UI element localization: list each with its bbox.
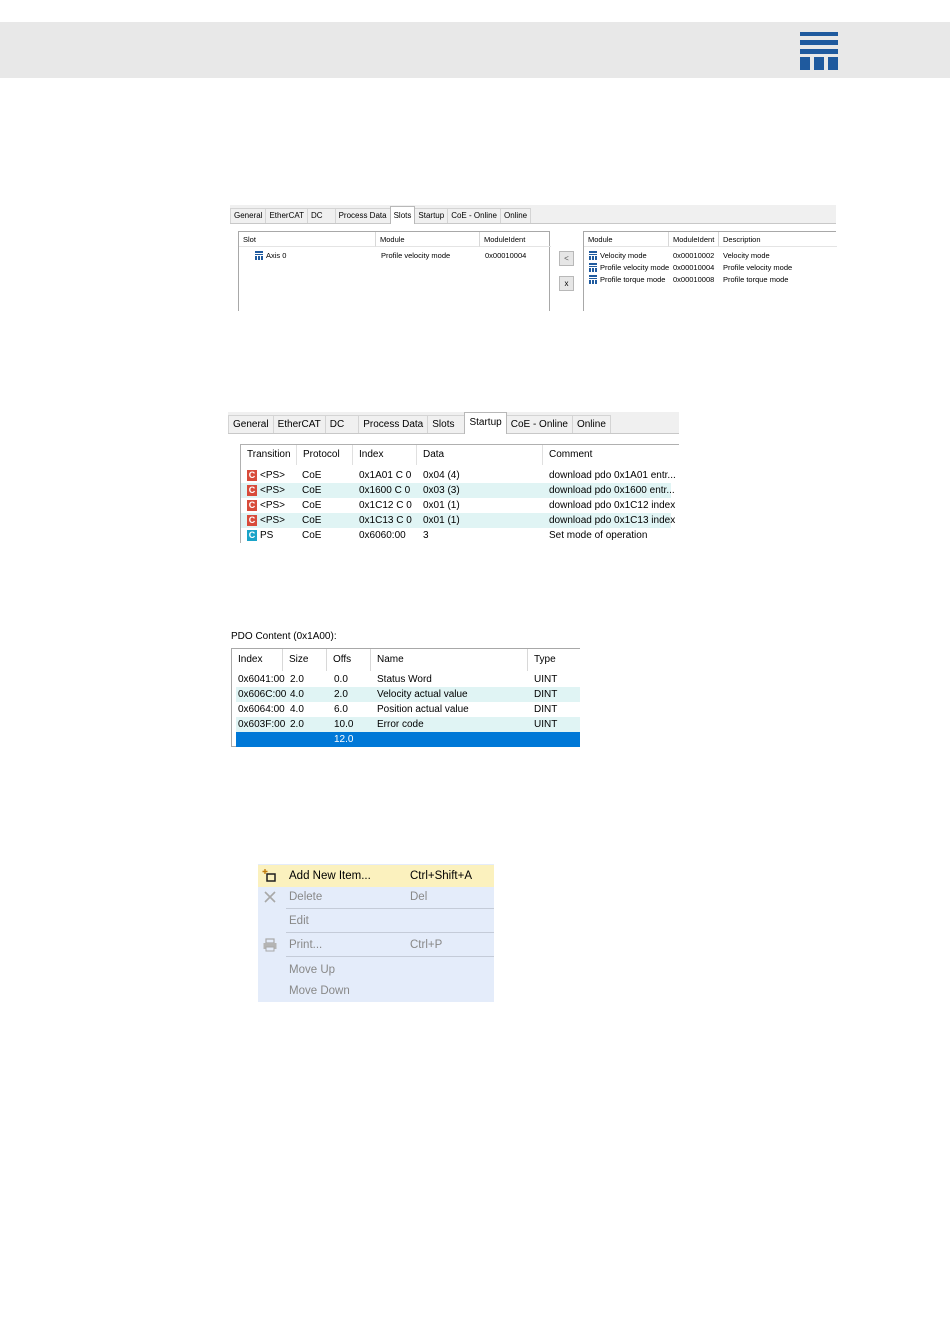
index-cell: 0x606C:00	[238, 689, 287, 700]
size-cell: 2.0	[290, 674, 304, 685]
index-cell: 0x6041:00	[238, 674, 285, 685]
coe-command-icon: C	[248, 530, 256, 540]
name-cell: Status Word	[377, 674, 432, 685]
data-column-header[interactable]: Data	[417, 445, 543, 465]
protocol-cell: CoE	[302, 500, 322, 511]
offs-column-header[interactable]: Offs	[327, 649, 371, 671]
index-cell: 0x6060:00	[359, 530, 406, 541]
tab-process-data[interactable]: Process Data	[358, 415, 428, 433]
startup-table	[240, 444, 679, 543]
comment-cell: download pdo 0x1C12 index	[549, 500, 676, 511]
protocol-cell: CoE	[302, 485, 322, 496]
table-row[interactable]	[241, 528, 671, 543]
protocol-cell: CoE	[302, 530, 322, 541]
module-description-value: Profile velocity mode	[723, 263, 793, 272]
profile-torque-mode-icon	[589, 275, 597, 284]
slots-screenshot	[230, 205, 836, 311]
menu-item-add-new-item[interactable]	[258, 865, 494, 887]
menu-item-label: Add New Item...	[289, 870, 371, 882]
tab-online[interactable]: Online	[572, 415, 611, 433]
delete-icon	[262, 889, 278, 905]
startup-screenshot	[228, 412, 679, 543]
size-cell: 4.0	[290, 689, 304, 700]
moduleident-column-header[interactable]: ModuleIdent	[480, 232, 551, 247]
module-column-header[interactable]: Module	[376, 232, 480, 247]
menu-item-shortcut: Ctrl+Shift+A	[410, 870, 472, 882]
description-column-header[interactable]: Description	[719, 232, 837, 247]
menu-separator	[286, 908, 494, 909]
slots-tab-content	[230, 224, 836, 311]
slot-ident-value: 0x00010004	[485, 251, 527, 260]
transition-cell: <PS>	[260, 470, 286, 481]
add-item-icon	[262, 868, 278, 884]
tab-ethercat[interactable]: EtherCAT	[273, 415, 326, 433]
index-cell: 0x1C13 C 0	[359, 515, 412, 526]
menu-item-label: Move Up	[289, 964, 336, 976]
name-cell: Error code	[377, 719, 424, 730]
offs-cell: 2.0	[334, 689, 348, 700]
context-menu	[258, 864, 494, 1002]
menu-item-move-up[interactable]	[258, 959, 494, 981]
pdo-content-screenshot	[230, 630, 580, 748]
type-cell: DINT	[534, 689, 558, 700]
tab-dc[interactable]: DC	[325, 415, 359, 433]
transition-cell: <PS>	[260, 500, 286, 511]
comment-column-header[interactable]: Comment	[549, 449, 593, 460]
index-cell: 0x603F:00	[238, 719, 286, 730]
coe-command-icon: C	[248, 470, 256, 480]
module-ident-value: 0x00010004	[673, 263, 715, 272]
transition-cell: <PS>	[260, 515, 286, 526]
menu-item-shortcut: Ctrl+P	[410, 939, 443, 951]
menu-item-label: Move Down	[289, 985, 350, 997]
coe-command-icon: C	[248, 500, 256, 510]
remove-module-button[interactable]: x	[559, 276, 574, 291]
tab-process-data[interactable]: Process Data	[335, 208, 391, 223]
table-row[interactable]	[236, 672, 580, 687]
startup-tab-content	[228, 434, 679, 543]
comment-cell: download pdo 0x1A01 entr...	[549, 470, 676, 481]
coe-command-icon: C	[248, 515, 256, 525]
index-cell: 0x1600 C 0	[359, 485, 411, 496]
tab-coe-online[interactable]: CoE - Online	[506, 415, 573, 433]
type-column-header[interactable]: Type	[534, 654, 556, 665]
size-cell: 4.0	[290, 704, 304, 715]
selected-table-row[interactable]	[236, 732, 580, 747]
data-cell: 0x04 (4)	[423, 470, 460, 481]
menu-item-edit[interactable]	[258, 910, 494, 932]
type-cell: DINT	[534, 704, 558, 715]
table-row[interactable]	[241, 468, 676, 483]
axis-module-icon	[255, 251, 263, 260]
menu-separator	[286, 956, 494, 957]
tab-slots[interactable]: Slots	[390, 206, 416, 224]
name-column-header[interactable]: Name	[371, 649, 528, 671]
startup-tab-strip	[228, 412, 679, 434]
comment-cell: download pdo 0x1C13 index	[549, 515, 676, 526]
menu-separator	[286, 932, 494, 933]
tab-general[interactable]: General	[230, 208, 266, 223]
index-column-header[interactable]: Index	[353, 445, 417, 465]
pdo-content-title: PDO Content (0x1A00):	[231, 631, 337, 642]
type-cell: UINT	[534, 719, 558, 730]
insert-module-button[interactable]: <	[559, 251, 574, 266]
offs-cell: 6.0	[334, 704, 348, 715]
tab-general[interactable]: General	[228, 415, 274, 433]
tab-startup[interactable]: Startup	[464, 412, 506, 434]
company-logo	[800, 32, 838, 70]
print-icon	[262, 937, 278, 953]
module-row-profile-torque-mode[interactable]: Profile torque mode	[600, 275, 666, 284]
index-cell: 0x6064:00	[238, 704, 285, 715]
menu-item-label: Print...	[289, 939, 323, 951]
protocol-cell: CoE	[302, 515, 322, 526]
tab-ethercat[interactable]: EtherCAT	[265, 208, 308, 223]
index-cell: 0x1A01 C 0	[359, 470, 412, 481]
moduleident-column-header[interactable]: ModuleIdent	[669, 232, 719, 247]
menu-item-delete[interactable]	[258, 886, 494, 908]
transition-column-header[interactable]: Transition	[241, 445, 297, 465]
table-row[interactable]	[241, 483, 675, 498]
menu-item-move-down[interactable]	[258, 980, 494, 1002]
size-column-header[interactable]: Size	[283, 649, 327, 671]
offs-cell: 10.0	[334, 719, 354, 730]
module-description-value: Velocity mode	[723, 251, 770, 260]
transition-cell: <PS>	[260, 485, 286, 496]
module-ident-value: 0x00010002	[673, 251, 715, 260]
type-cell: UINT	[534, 674, 558, 685]
pdo-content-table	[231, 648, 580, 747]
transition-cell: PS	[260, 530, 274, 541]
coe-command-icon: C	[248, 485, 256, 495]
index-column-header[interactable]: Index	[232, 649, 283, 671]
name-cell: Position actual value	[377, 704, 469, 715]
data-cell: 0x01 (1)	[423, 500, 460, 511]
module-row-velocity-mode[interactable]: Velocity mode	[600, 251, 647, 260]
table-row[interactable]	[241, 498, 676, 513]
module-column-header[interactable]: Module	[584, 232, 669, 247]
data-cell: 0x01 (1)	[423, 515, 460, 526]
name-cell: Velocity actual value	[377, 689, 468, 700]
menu-item-print[interactable]	[258, 934, 494, 956]
slot-column-header[interactable]: Slot	[239, 232, 376, 247]
slot-axis-0[interactable]: Axis 0	[266, 251, 287, 260]
table-row[interactable]	[241, 513, 676, 528]
index-cell: 0x1C12 C 0	[359, 500, 412, 511]
comment-cell: download pdo 0x1600 entr...	[549, 485, 675, 496]
table-row[interactable]	[236, 702, 580, 717]
protocol-column-header[interactable]: Protocol	[297, 445, 353, 465]
tab-slots[interactable]: Slots	[427, 415, 465, 433]
slots-tab-strip	[230, 205, 836, 224]
slot-module-value: Profile velocity mode	[381, 251, 451, 260]
size-cell: 2.0	[290, 719, 304, 730]
protocol-cell: CoE	[302, 470, 322, 481]
comment-cell: Set mode of operation	[549, 530, 648, 541]
slot-table	[238, 231, 550, 311]
data-cell: 3	[423, 530, 429, 541]
module-description-value: Profile torque mode	[723, 275, 789, 284]
tab-startup[interactable]: Startup	[414, 208, 448, 223]
module-row-profile-velocity-mode[interactable]: Profile velocity mode	[600, 263, 670, 272]
tab-coe-online[interactable]: CoE - Online	[447, 208, 501, 223]
data-cell: 0x03 (3)	[423, 485, 460, 496]
tab-dc[interactable]: DC	[307, 208, 336, 223]
module-ident-value: 0x00010008	[673, 275, 715, 284]
tab-online[interactable]: Online	[500, 208, 531, 223]
table-row[interactable]	[236, 687, 580, 702]
menu-item-label: Edit	[289, 915, 309, 927]
offs-cell: 0.0	[334, 674, 348, 685]
profile-velocity-mode-icon	[589, 263, 597, 272]
table-row[interactable]	[236, 717, 580, 732]
module-table	[583, 231, 836, 311]
velocity-mode-icon	[589, 251, 597, 260]
menu-item-label: Delete	[289, 891, 323, 903]
offs-cell: 12.0	[334, 734, 354, 745]
menu-item-shortcut: Del	[410, 891, 428, 903]
